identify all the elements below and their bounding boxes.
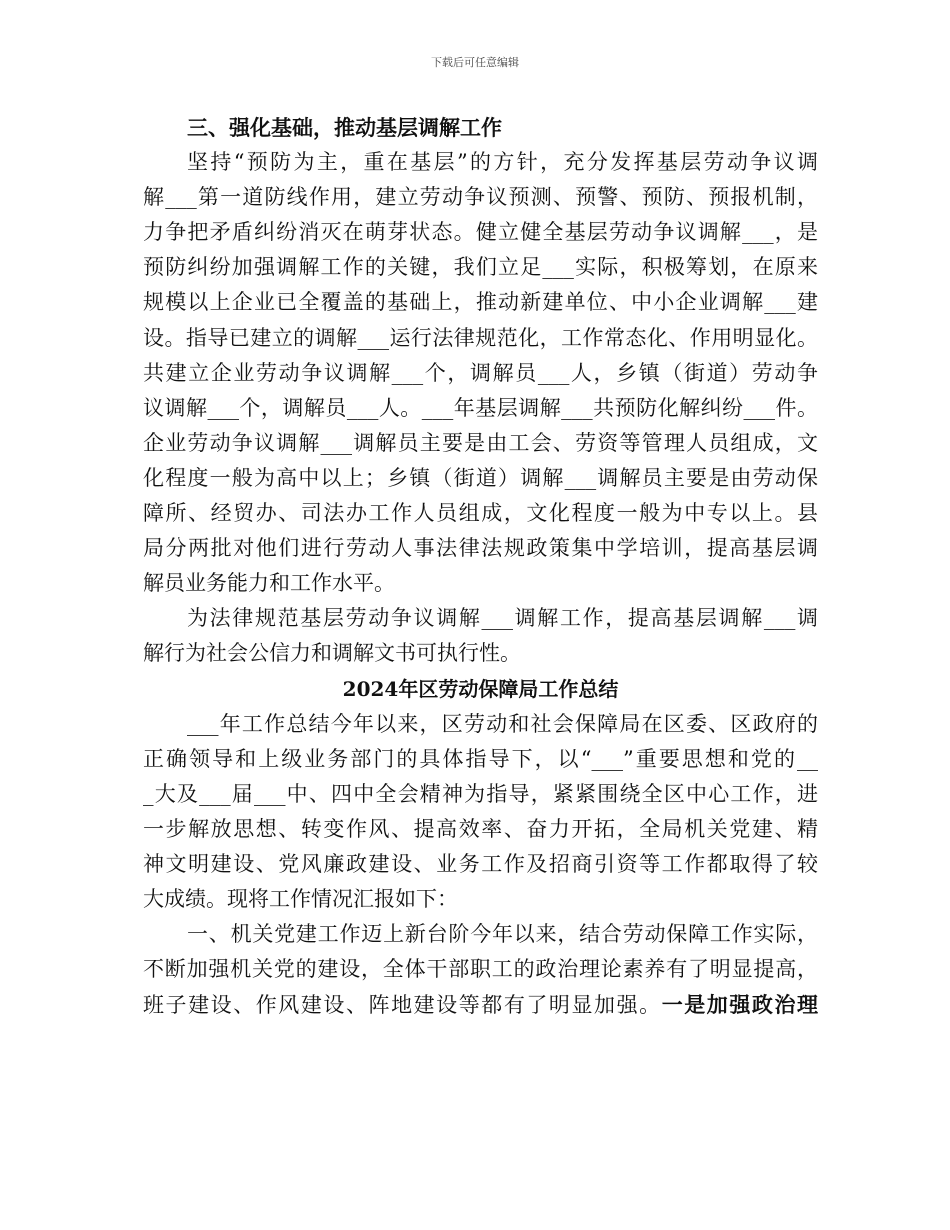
text-line: 神文明建设、党风廉政建设、业务工作及招商引资等工作都取得了较 (143, 851, 818, 876)
text-line: 局分两批对他们进行劳动人事法律法规政策集中学培训，提高基层调 (143, 536, 818, 561)
document-title: 2024年区劳动保障局工作总结 (342, 676, 619, 701)
text-line: 正确领导和上级业务部门的具体指导下，以“___”重要思想和党的__ (143, 746, 818, 771)
text-line: ___年工作总结今年以来，区劳动和社会保障局在区委、区政府的 (187, 711, 818, 736)
section-title: 三、强化基础，推动基层调解工作 (187, 115, 502, 140)
paragraph-1 (143, 145, 818, 601)
text-line: 议调解___个，调解员___人。___年基层调解___共预防化解纠纷___件。 (143, 395, 818, 420)
text-line: 一、机关党建工作迈上新台阶今年以来，结合劳动保障工作实际， (187, 922, 818, 947)
header-note: 下载后可任意编辑 (431, 56, 519, 69)
text-line (143, 987, 818, 1022)
text-line: _大及___届___中、四中全会精神为指导，紧紧围绕全区中心工作，进 (143, 781, 818, 806)
text-span: 班子建设、作风建设、阵地建设等都有了明显加强。 (143, 993, 662, 1018)
text-line: 坚持“预防为主，重在基层”的方针，充分发挥基层劳动争议调 (187, 150, 818, 175)
text-line: 规模以上企业已全覆盖的基础上，推动新建单位、中小企业调解___建 (143, 290, 818, 315)
text-line: 共建立企业劳动争议调解___个，调解员___人，乡镇（街道）劳动争 (143, 360, 818, 385)
text-line: 解行为社会公信力和调解文书可执行性。 (143, 641, 521, 666)
text-line: 预防纠纷加强调解工作的关键，我们立足___实际，积极筹划，在原来 (143, 255, 818, 280)
paragraph-3 (143, 707, 818, 918)
body-text (143, 110, 818, 1022)
text-line: 障所、经贸办、司法办工作人员组成，文化程度一般为中专以上。县 (143, 501, 818, 526)
text-line: 大成绩。现将工作情况汇报如下： (143, 887, 458, 912)
text-line: 为法律规范基层劳动争议调解___调解工作，提高基层调解___调 (187, 606, 818, 631)
text-line: 解员业务能力和工作水平。 (143, 571, 395, 596)
text-line: 企业劳动争议调解___调解员主要是由工会、劳资等管理人员组成，文 (143, 430, 818, 455)
text-line: 解___第一道防线作用，建立劳动争议预测、预警、预防、预报机制， (143, 185, 818, 210)
text-line: 化程度一般为高中以上；乡镇（街道）调解___调解员主要是由劳动保 (143, 465, 818, 490)
paragraph-4 (143, 917, 818, 1022)
text-line: 设。指导已建立的调解___运行法律规范化，工作常态化、作用明显化。 (143, 325, 818, 350)
bold-text-span: 一是加强政治理 (661, 992, 818, 1018)
paragraph-2 (143, 601, 818, 671)
text-line: 不断加强机关党的建设，全体干部职工的政治理论素养有了明显提高， (143, 957, 818, 982)
text-line: 力争把矛盾纠纷消灭在萌芽状态。健立健全基层劳动争议调解___，是 (143, 220, 818, 245)
text-line: 一步解放思想、转变作风、提高效率、奋力开拓，全局机关党建、精 (143, 816, 818, 841)
